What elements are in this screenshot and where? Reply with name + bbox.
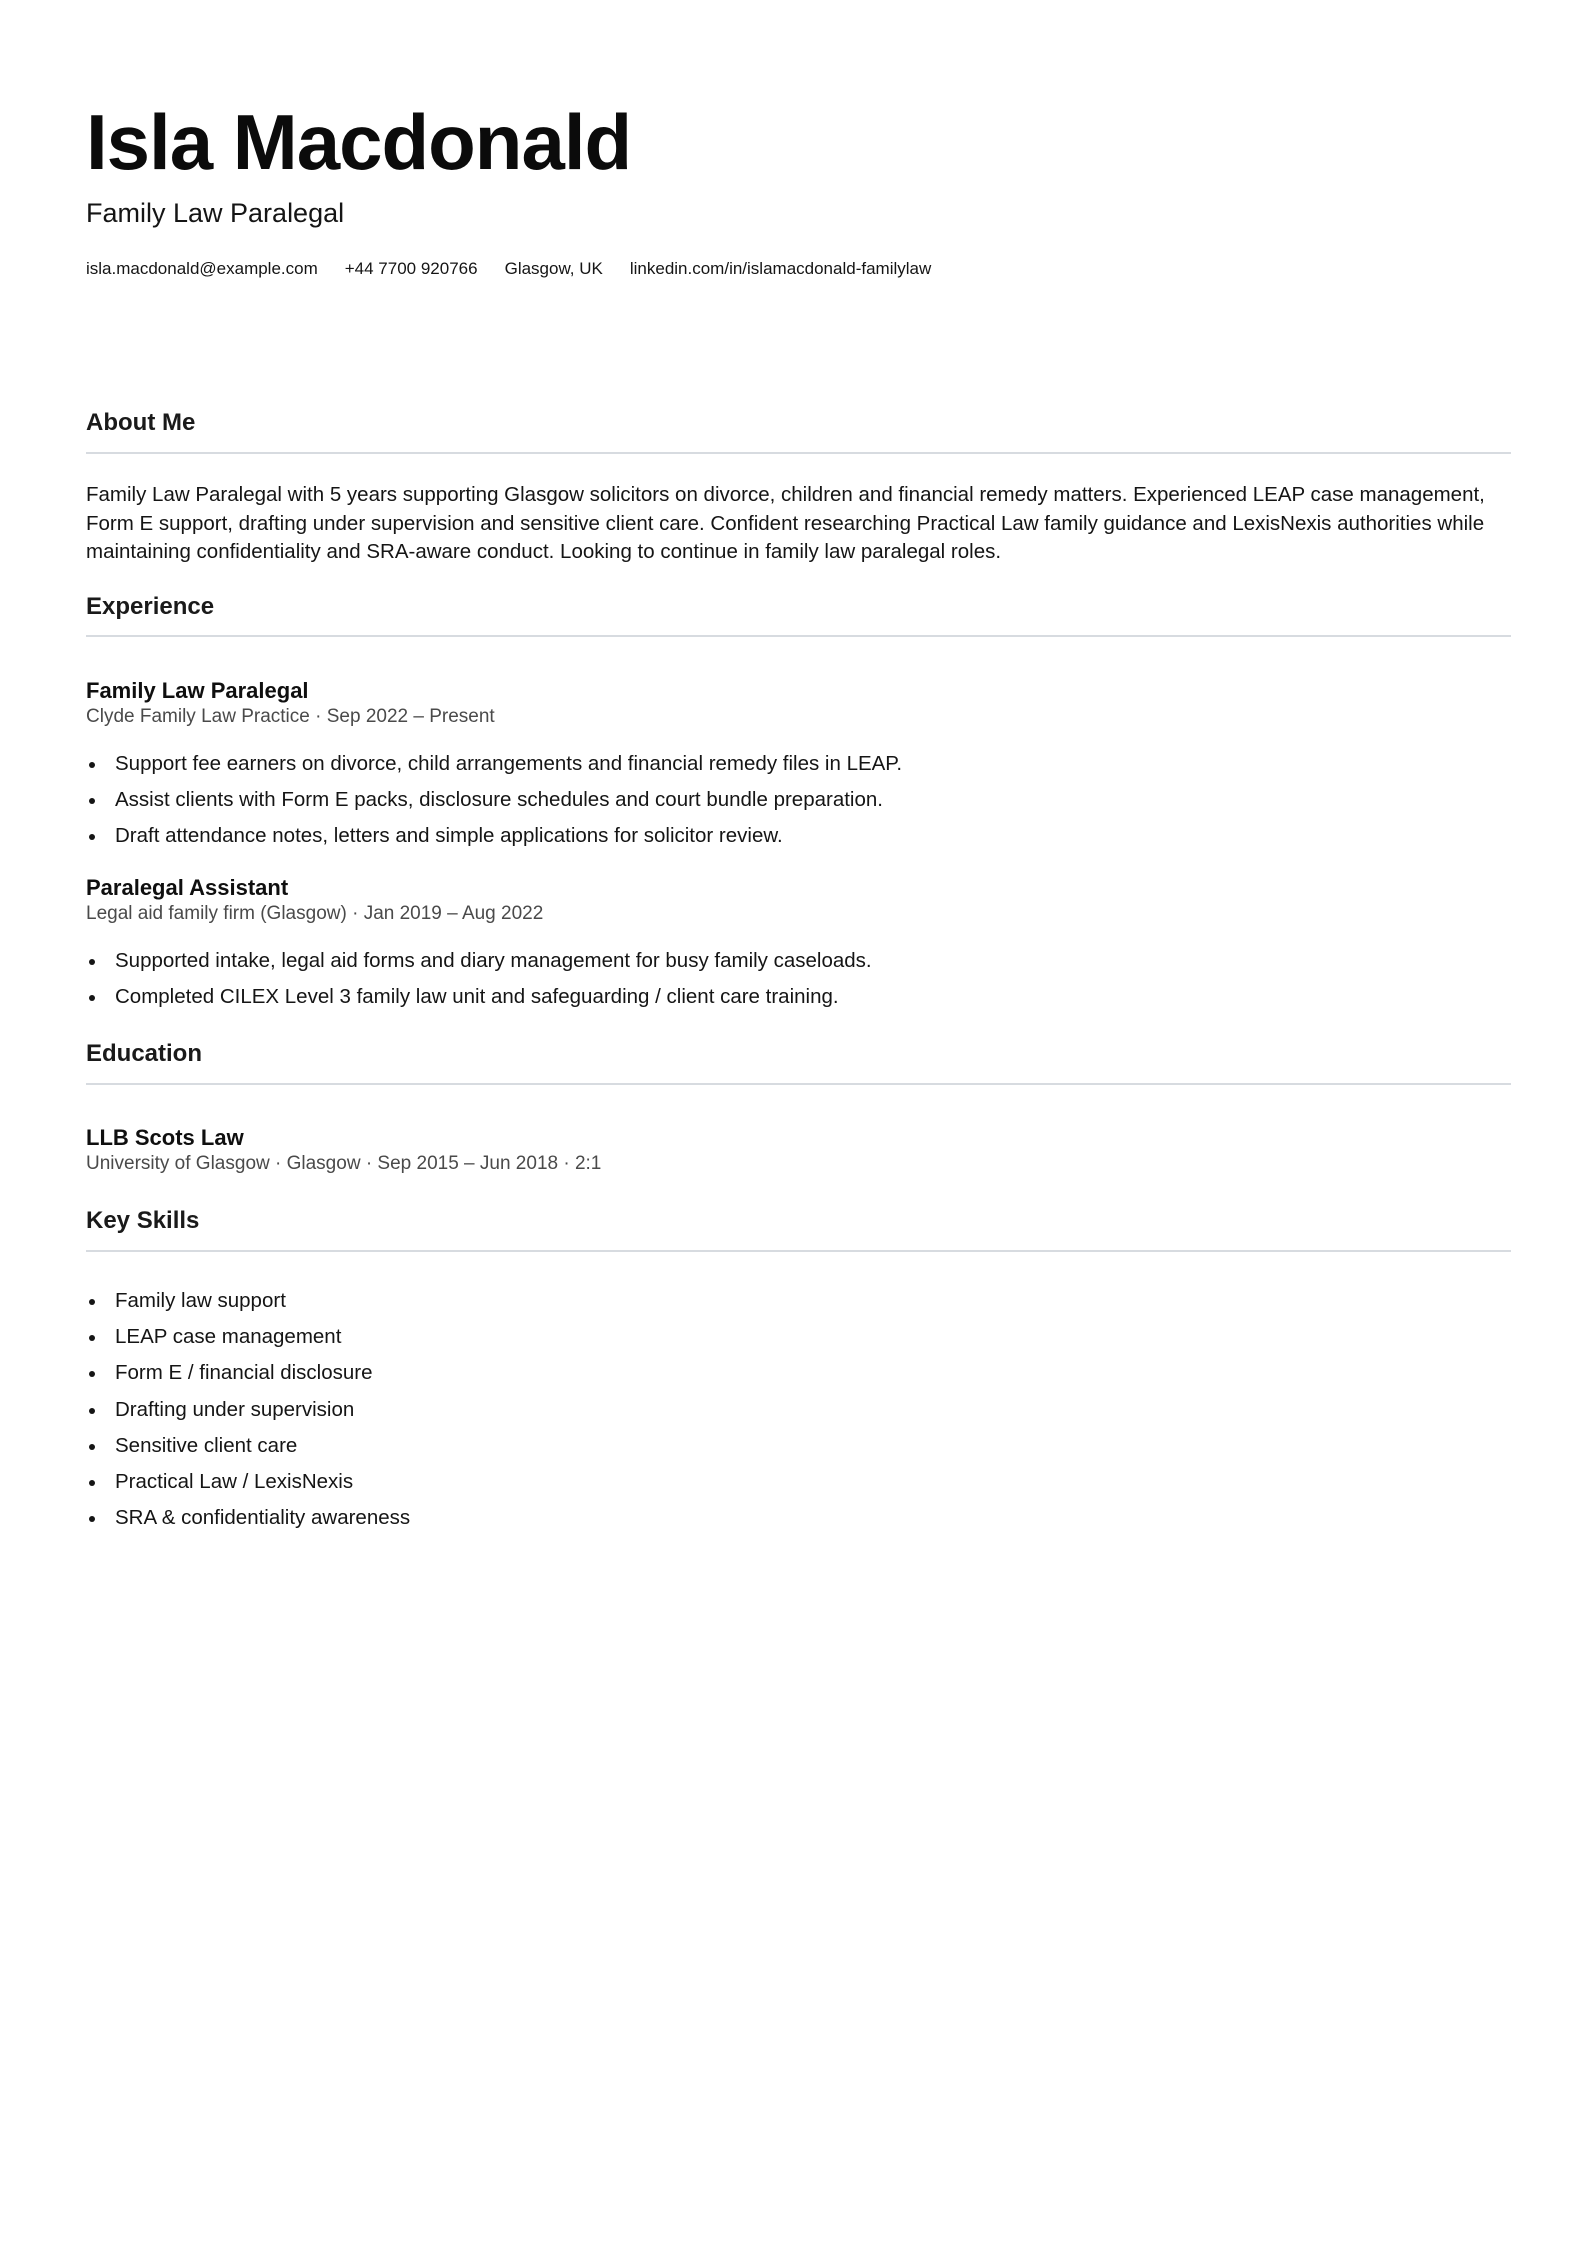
about-summary: Family Law Paralegal with 5 years supporting Glasgow solicitors on divorce, children and financial remedy matters. Experienced LEAP case management, Form E support, drafting under supervision and sensitive client care. Confident researching Practical Law family guidance and LexisNexis authorities while maintaining confidentiality and SRA-aware conduct. Looking to continue in family law paralegal roles. (86, 483, 1485, 563)
degree-meta: University of Glasgow · Glasgow · Sep 2015 – Jun 2018 · 2:1 (86, 1153, 602, 1174)
list-item: Support fee earners on divorce, child arrangements and financial remedy files in LEAP. (86, 751, 902, 787)
list-item: Drafting under supervision (86, 1397, 410, 1433)
list-item: Form E / financial disclosure (86, 1360, 410, 1396)
list-item: Supported intake, legal aid forms and diary management for busy family caseloads. (86, 948, 872, 984)
list-item: Practical Law / LexisNexis (86, 1469, 410, 1505)
skills-list (86, 1288, 410, 1541)
list-item: Family law support (86, 1288, 410, 1324)
list-item: SRA & confidentiality awareness (86, 1505, 410, 1541)
list-item: Draft attendance notes, letters and simple applications for solicitor review. (86, 823, 902, 859)
section-heading-experience: Experience (86, 593, 215, 620)
section-heading-skills: Key Skills (86, 1207, 200, 1234)
degree-title: LLB Scots Law (86, 1125, 244, 1150)
section-divider (86, 1083, 1511, 1085)
job-meta: Legal aid family firm (Glasgow) · Jan 2019 – Aug 2022 (86, 903, 544, 924)
candidate-title: Family Law Paralegal (86, 198, 345, 228)
section-divider (86, 635, 1511, 637)
job-bullets (86, 751, 902, 860)
list-item: Assist clients with Form E packs, disclosure schedules and court bundle preparation. (86, 787, 902, 823)
job-title: Paralegal Assistant (86, 875, 289, 900)
list-item: Completed CILEX Level 3 family law unit and safeguarding / client care training. (86, 984, 872, 1020)
section-divider (86, 452, 1511, 454)
contact-email: isla.macdonald@example.com (86, 259, 318, 278)
contact-linkedin: linkedin.com/in/islamacdonald-familylaw (629, 259, 932, 278)
contact-phone: +44 7700 920766 (344, 259, 478, 278)
job-title: Family Law Paralegal (86, 678, 309, 703)
list-item: Sensitive client care (86, 1433, 410, 1469)
candidate-name: Isla Macdonald (86, 98, 632, 186)
list-item: LEAP case management (86, 1324, 410, 1360)
job-meta: Clyde Family Law Practice · Sep 2022 – Present (86, 706, 495, 727)
job-bullets (86, 948, 872, 1020)
section-heading-about: About Me (86, 409, 196, 436)
section-heading-education: Education (86, 1040, 203, 1067)
section-divider (86, 1250, 1511, 1252)
contact-line (86, 258, 958, 280)
contact-location: Glasgow, UK (504, 259, 603, 278)
